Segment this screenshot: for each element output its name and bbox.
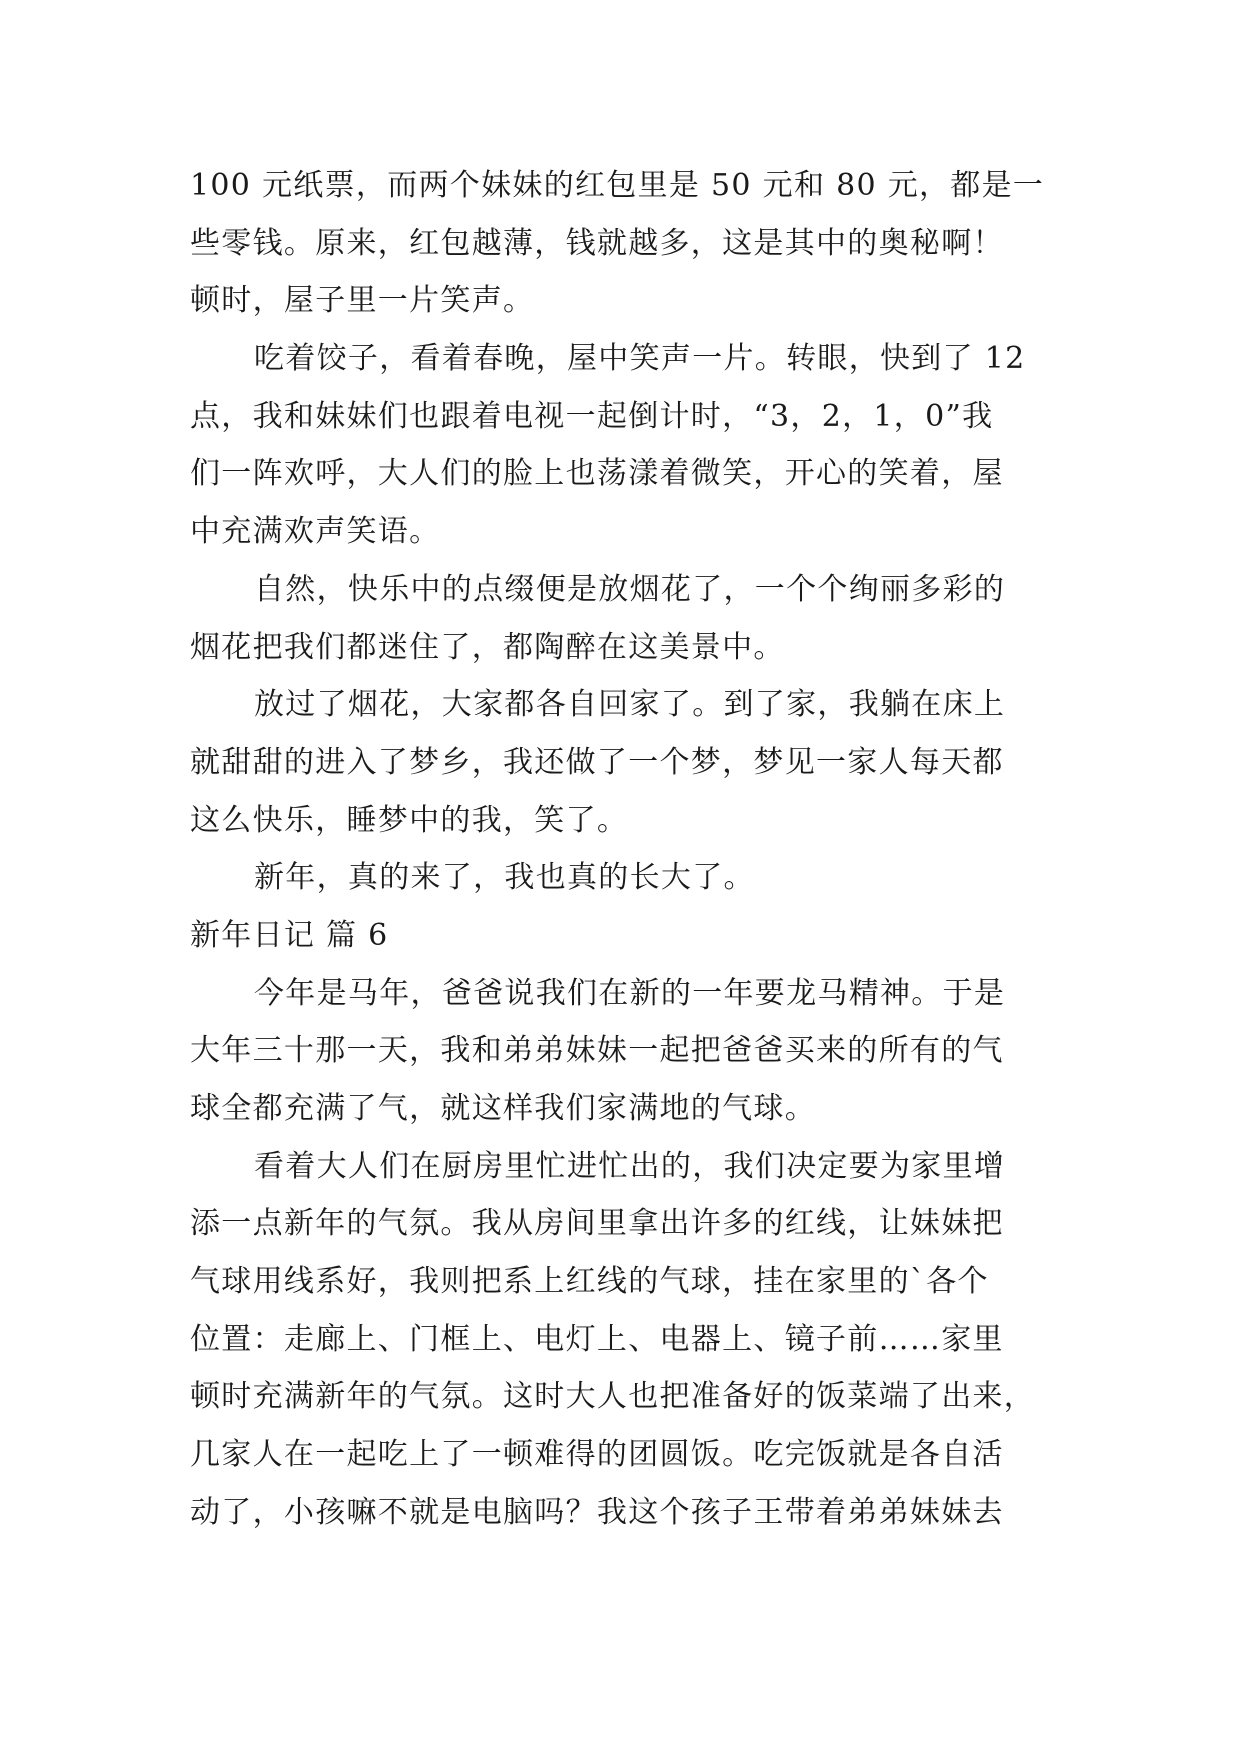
text-line: 顿时充满新年的气氛。这时大人也把准备好的饭菜端了出来， [190, 1379, 1036, 1415]
text-line: 大年三十那一天，我和弟弟妹妹一起把爸爸买来的所有的气 [190, 1033, 1004, 1069]
text-line: 位置：走廊上、门框上、电灯上、电器上、镜子前……家里 [190, 1321, 1004, 1357]
text-line: 看着大人们在厨房里忙进忙出的，我们决定要为家里增 [254, 1148, 1006, 1184]
text-line: 烟花把我们都迷住了，都陶醉在这美景中。 [190, 629, 785, 665]
text-line: 吃着饺子，看着春晚，屋中笑声一片。转眼，快到了 12 [254, 341, 1026, 377]
text-line: 中充满欢声笑语。 [190, 514, 441, 550]
text-line: 100 元纸票，而两个妹妹的红包里是 50 元和 80 元，都是一 [190, 168, 1045, 203]
text-line: 点，我和妹妹们也跟着电视一起倒计时，“3，2，1，0”我 [190, 398, 994, 434]
text-line: 自然，快乐中的点缀便是放烟花了，一个个绚丽多彩的 [254, 571, 1006, 607]
text-line: 今年是马年，爸爸说我们在新的一年要龙马精神。于是 [254, 975, 1006, 1011]
text-line: 球全都充满了气，就这样我们家满地的气球。 [190, 1091, 816, 1126]
text-line: 气球用线系好，我则把系上红线的气球，挂在家里的`各个 [190, 1264, 989, 1300]
text-line: 些零钱。原来，红包越薄，钱就越多，这是其中的奥秘啊！ [190, 225, 1004, 261]
text-line: 添一点新年的气氛。我从房间里拿出许多的红线，让妹妹把 [190, 1206, 1004, 1242]
section-heading: 新年日记 篇 6 [190, 917, 389, 953]
text-line: 这么快乐，睡梦中的我，笑了。 [190, 802, 629, 838]
text-line: 顿时，屋子里一片笑声。 [190, 283, 535, 319]
text-line: 新年，真的来了，我也真的长大了。 [254, 860, 755, 896]
text-line: 就甜甜的进入了梦乡，我还做了一个梦，梦见一家人每天都 [190, 744, 1004, 780]
text-line: 们一阵欢呼，大人们的脸上也荡漾着微笑，开心的笑着，屋 [190, 456, 1004, 492]
text-line: 动了，小孩嘛不就是电脑吗？我这个孩子王带着弟弟妹妹去 [190, 1494, 1004, 1530]
text-line: 放过了烟花，大家都各自回家了。到了家，我躺在床上 [254, 687, 1006, 723]
document-body [190, 157, 1070, 1542]
text-line: 几家人在一起吃上了一顿难得的团圆饭。吃完饭就是各自活 [190, 1437, 1004, 1473]
